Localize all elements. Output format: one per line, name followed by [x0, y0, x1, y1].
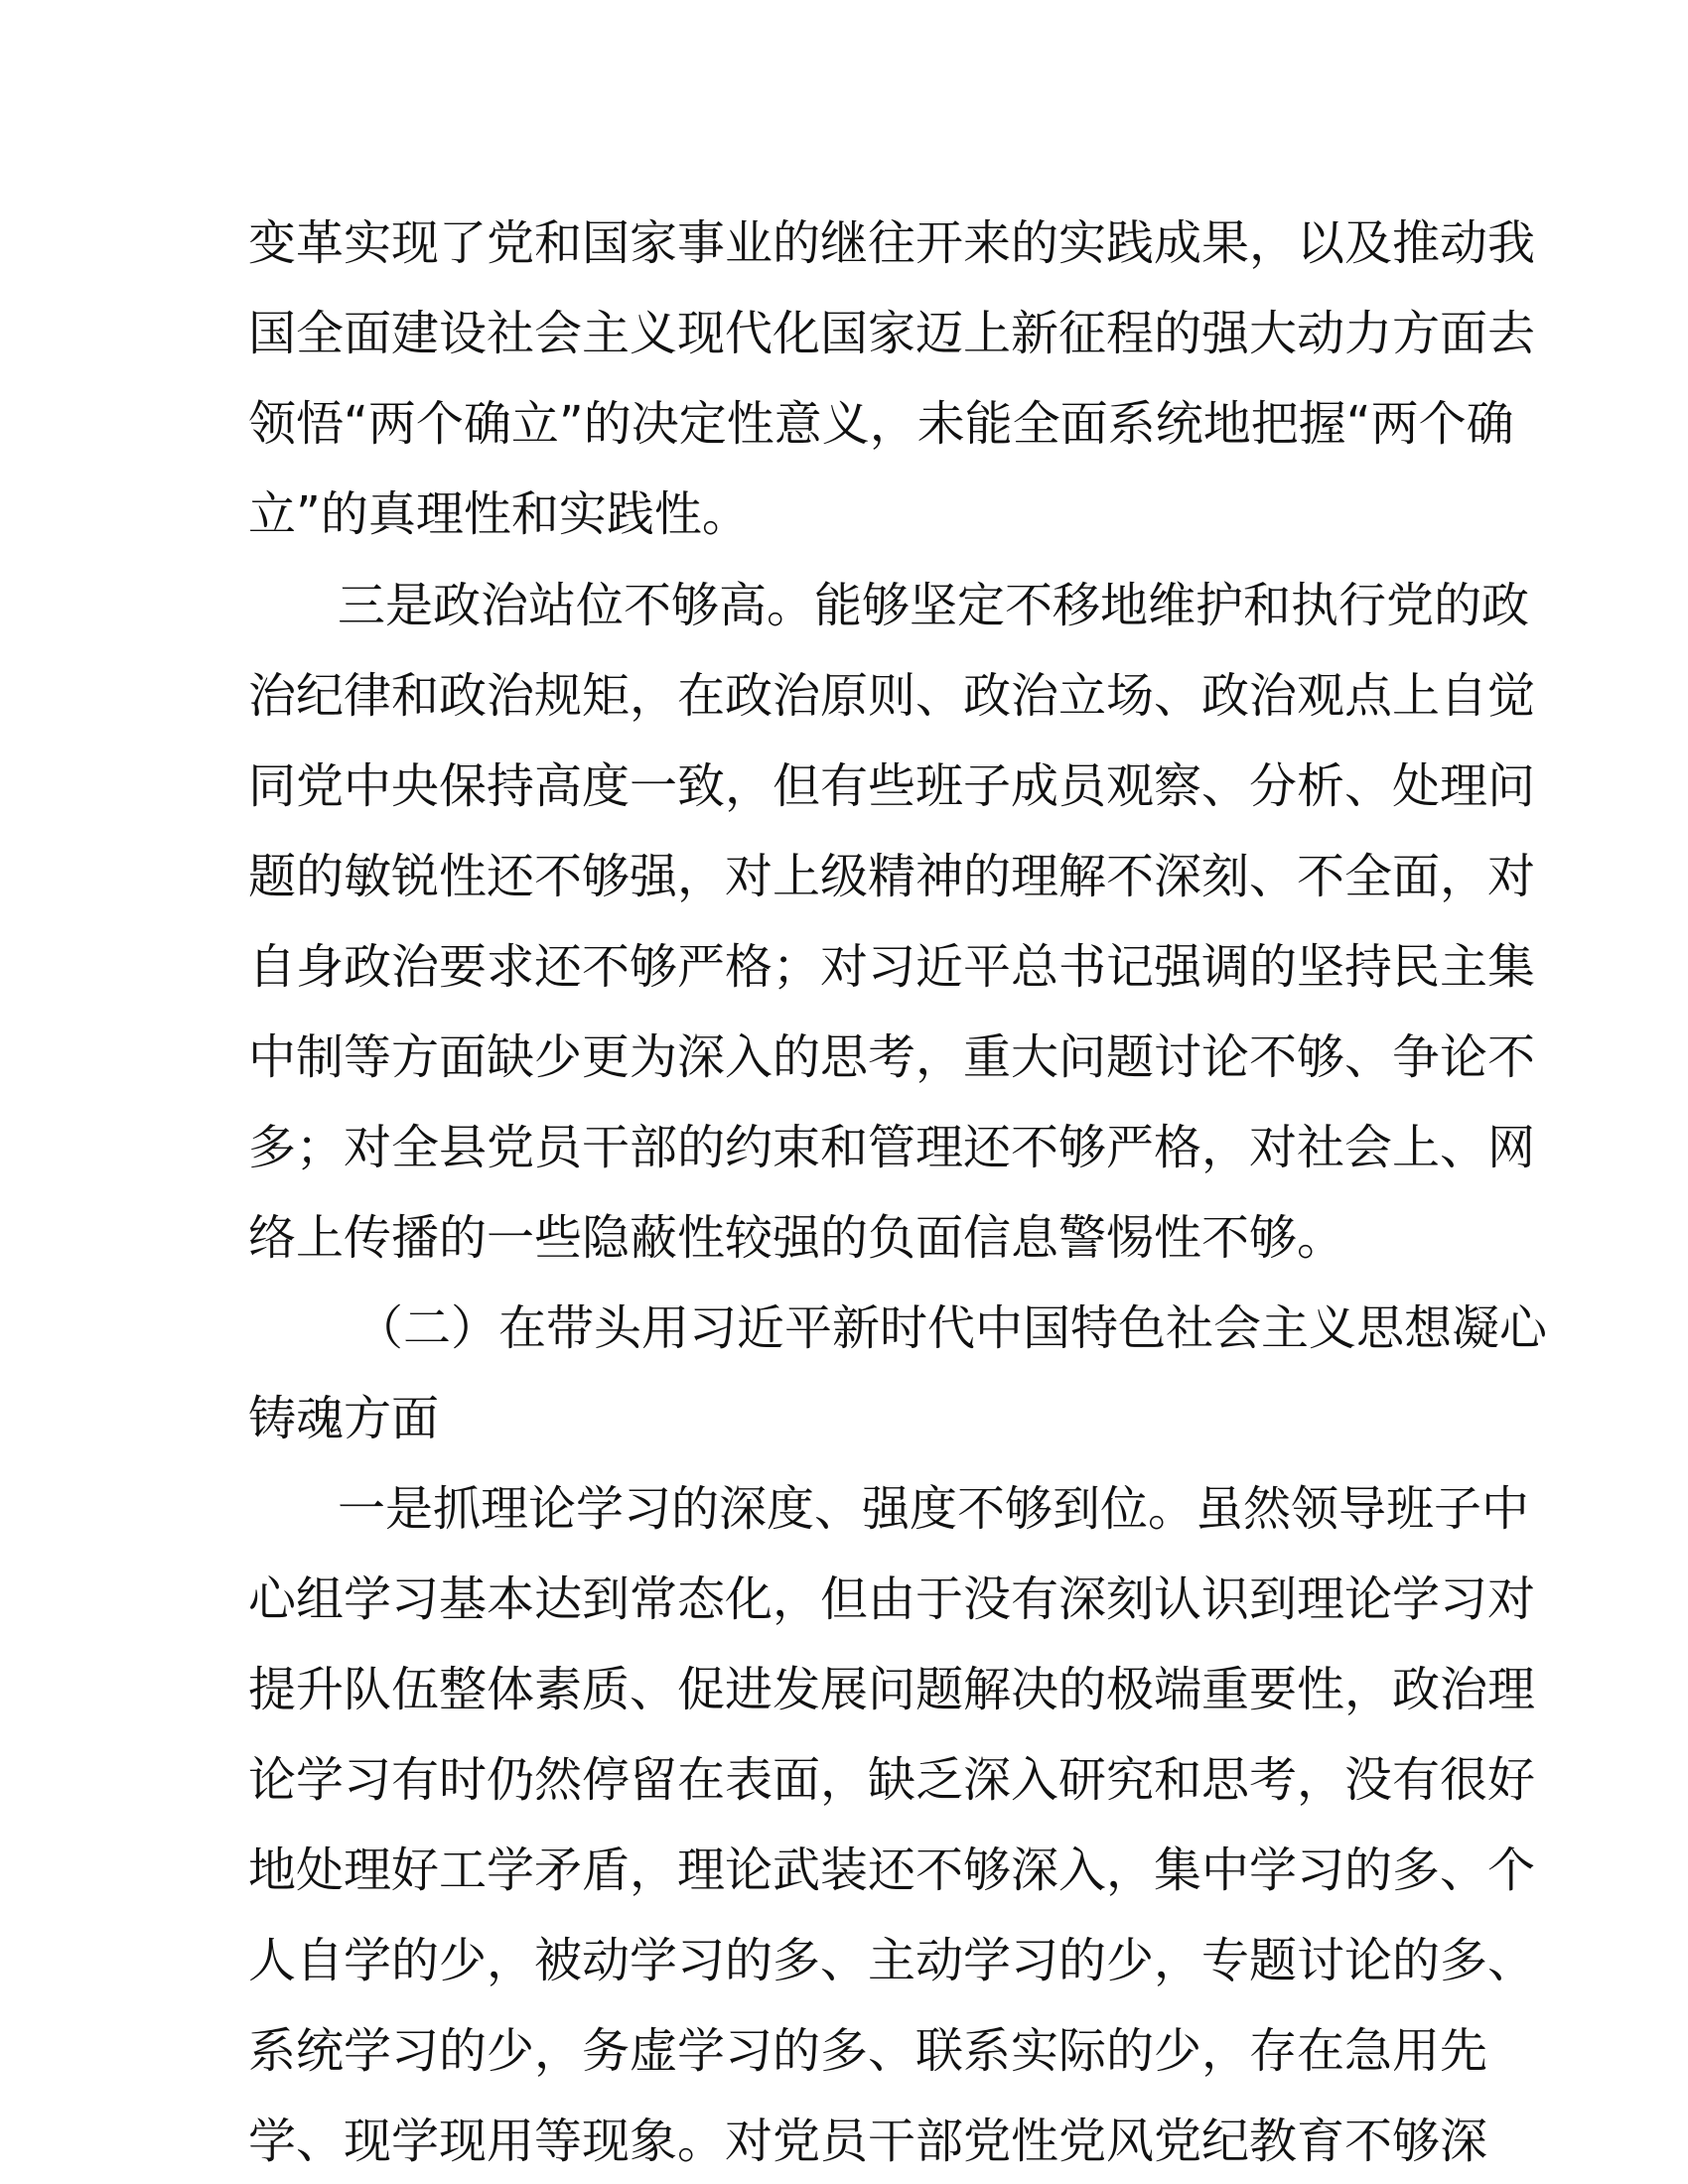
text-line: 同党中央保持高度一致，但有些班子成员观察、分析、处理问 — [248, 758, 1536, 814]
text-line: 变革实现了党和国家事业的继往开来的实践成果，以及推动我 — [248, 215, 1536, 271]
text-line: 领悟“两个确立”的决定性意义，未能全面系统地把握“两个确 — [248, 396, 1514, 452]
text-line: 三是政治站位不够高。能够坚定不移地维护和执行党的政 — [338, 578, 1530, 633]
text-line: 立”的真理性和实践性。 — [248, 486, 750, 542]
text-line: 中制等方面缺少更为深入的思考，重大问题讨论不够、争论不 — [248, 1029, 1536, 1085]
text-line: 一是抓理论学习的深度、强度不够到位。虽然领导班子中 — [338, 1481, 1530, 1537]
text-line: 系统学习的少，务虚学习的多、联系实际的少，存在急用先 — [248, 2023, 1488, 2079]
text-line: 人自学的少，被动学习的多、主动学习的少，专题讨论的多、 — [248, 1933, 1536, 1988]
heading-line: （二）在带头用习近平新时代中国特色社会主义思想凝心 — [355, 1300, 1548, 1356]
text-line: 学、现学现用等现象。对党员干部党性党风党纪教育不够深 — [248, 2114, 1488, 2169]
text-line: 治纪律和政治规矩，在政治原则、政治立场、政治观点上自觉 — [248, 668, 1536, 724]
text-line: 国全面建设社会主义现代化国家迈上新征程的强大动力方面去 — [248, 306, 1536, 361]
heading-line: 铸魂方面 — [248, 1391, 440, 1446]
text-line: 提升队伍整体素质、促进发展问题解决的极端重要性，政治理 — [248, 1662, 1536, 1717]
text-line: 多；对全县党员干部的约束和管理还不够严格，对社会上、网 — [248, 1120, 1536, 1175]
text-line: 题的敏锐性还不够强，对上级精神的理解不深刻、不全面，对 — [248, 849, 1536, 904]
text-line: 地处理好工学矛盾，理论武装还不够深入，集中学习的多、个 — [248, 1843, 1536, 1898]
text-line: 论学习有时仍然停留在表面，缺乏深入研究和思考，没有很好 — [248, 1752, 1536, 1808]
text-line: 自身政治要求还不够严格；对习近平总书记强调的坚持民主集 — [248, 939, 1536, 995]
text-line: 心组学习基本达到常态化，但由于没有深刻认识到理论学习对 — [248, 1571, 1536, 1627]
text-line: 络上传播的一些隐蔽性较强的负面信息警惕性不够。 — [248, 1210, 1345, 1266]
